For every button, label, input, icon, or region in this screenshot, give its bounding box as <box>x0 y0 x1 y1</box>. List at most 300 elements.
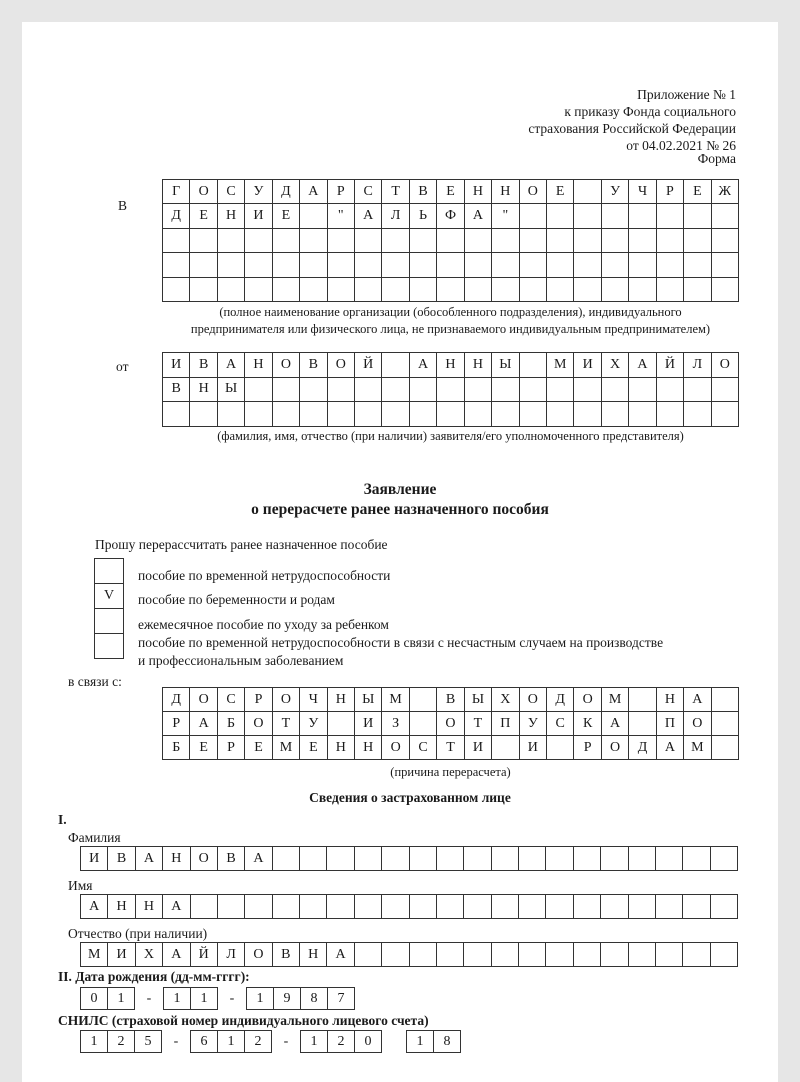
char-cell[interactable] <box>712 204 739 228</box>
char-cell[interactable] <box>574 229 601 253</box>
char-cell[interactable] <box>355 402 382 427</box>
char-cell[interactable] <box>629 278 656 302</box>
char-cell[interactable] <box>437 402 464 427</box>
char-cell[interactable] <box>410 895 437 919</box>
char-cell[interactable] <box>273 229 300 253</box>
char-cell[interactable]: П <box>492 712 519 736</box>
recipient-org-grid[interactable] <box>162 179 739 302</box>
char-cell[interactable]: В <box>108 847 135 871</box>
char-cell[interactable]: Ы <box>492 353 519 378</box>
char-cell[interactable]: Н <box>300 943 327 967</box>
char-cell[interactable]: З <box>382 712 409 736</box>
char-cell[interactable] <box>465 229 492 253</box>
patronymic-grid[interactable] <box>80 942 738 967</box>
char-cell[interactable]: С <box>355 180 382 204</box>
char-cell[interactable] <box>191 895 218 919</box>
char-cell[interactable] <box>382 895 409 919</box>
char-cell[interactable] <box>437 278 464 302</box>
char-cell[interactable] <box>163 402 190 427</box>
char-cell[interactable]: Н <box>328 736 355 760</box>
char-cell[interactable]: О <box>437 712 464 736</box>
char-cell[interactable]: У <box>602 180 629 204</box>
char-cell[interactable]: Д <box>547 688 574 712</box>
char-cell[interactable] <box>410 712 437 736</box>
char-cell[interactable]: Д <box>163 204 190 228</box>
char-cell[interactable]: А <box>300 180 327 204</box>
char-cell[interactable] <box>629 204 656 228</box>
char-cell[interactable] <box>410 688 437 712</box>
char-cell[interactable] <box>437 378 464 403</box>
char-cell[interactable] <box>602 204 629 228</box>
char-cell[interactable] <box>712 688 739 712</box>
char-cell[interactable]: Т <box>382 180 409 204</box>
char-cell[interactable]: 1 <box>108 988 135 1010</box>
char-cell[interactable]: Е <box>547 180 574 204</box>
char-cell[interactable] <box>711 895 738 919</box>
char-cell[interactable] <box>382 353 409 378</box>
char-cell[interactable] <box>602 278 629 302</box>
char-cell[interactable]: И <box>108 943 135 967</box>
char-cell[interactable] <box>355 278 382 302</box>
char-cell[interactable]: Е <box>437 180 464 204</box>
char-cell[interactable] <box>328 253 355 277</box>
char-cell[interactable]: Р <box>574 736 601 760</box>
char-cell[interactable] <box>300 402 327 427</box>
char-cell[interactable]: С <box>410 736 437 760</box>
char-cell[interactable] <box>601 847 628 871</box>
char-cell[interactable]: Х <box>492 688 519 712</box>
char-cell[interactable]: Й <box>355 353 382 378</box>
char-cell[interactable]: Л <box>382 204 409 228</box>
char-cell[interactable] <box>492 895 519 919</box>
char-cell[interactable] <box>684 402 711 427</box>
char-cell[interactable] <box>520 253 547 277</box>
char-cell[interactable] <box>574 895 601 919</box>
char-cell[interactable]: А <box>602 712 629 736</box>
char-cell[interactable] <box>629 378 656 403</box>
char-cell[interactable] <box>657 402 684 427</box>
char-cell[interactable]: 2 <box>328 1031 355 1053</box>
char-cell[interactable]: 1 <box>247 988 274 1010</box>
char-cell[interactable] <box>519 895 546 919</box>
char-cell[interactable]: Т <box>465 712 492 736</box>
char-cell[interactable] <box>684 253 711 277</box>
char-cell[interactable]: О <box>520 688 547 712</box>
char-cell[interactable] <box>464 895 491 919</box>
char-cell[interactable]: 6 <box>191 1031 218 1053</box>
char-cell[interactable]: В <box>410 180 437 204</box>
char-cell[interactable] <box>437 229 464 253</box>
char-cell[interactable]: Н <box>108 895 135 919</box>
char-cell[interactable] <box>300 204 327 228</box>
char-cell[interactable] <box>273 402 300 427</box>
char-cell[interactable]: Н <box>355 736 382 760</box>
char-cell[interactable]: О <box>273 688 300 712</box>
char-cell[interactable] <box>273 847 300 871</box>
char-cell[interactable] <box>190 402 217 427</box>
char-cell[interactable] <box>602 229 629 253</box>
char-cell[interactable] <box>492 253 519 277</box>
char-cell[interactable] <box>245 253 272 277</box>
char-cell[interactable] <box>547 278 574 302</box>
char-cell[interactable]: А <box>410 353 437 378</box>
char-cell[interactable]: 8 <box>434 1031 461 1053</box>
char-cell[interactable] <box>300 229 327 253</box>
char-cell[interactable]: О <box>574 688 601 712</box>
char-cell[interactable] <box>657 204 684 228</box>
char-cell[interactable]: У <box>245 180 272 204</box>
char-cell[interactable] <box>382 943 409 967</box>
char-cell[interactable] <box>520 278 547 302</box>
char-cell[interactable]: 0 <box>355 1031 382 1053</box>
char-cell[interactable]: Н <box>163 847 190 871</box>
char-cell[interactable]: 9 <box>274 988 301 1010</box>
char-cell[interactable] <box>683 847 710 871</box>
char-cell[interactable] <box>300 847 327 871</box>
char-cell[interactable]: О <box>190 688 217 712</box>
char-cell[interactable]: У <box>300 712 327 736</box>
char-cell[interactable]: О <box>245 712 272 736</box>
char-cell[interactable] <box>574 943 601 967</box>
char-cell[interactable] <box>574 253 601 277</box>
checkbox-maternity[interactable]: V <box>95 584 123 609</box>
char-cell[interactable]: Е <box>300 736 327 760</box>
snils-group-3[interactable] <box>300 1030 382 1053</box>
reason-grid[interactable] <box>162 687 739 760</box>
char-cell[interactable]: Р <box>163 712 190 736</box>
char-cell[interactable] <box>629 402 656 427</box>
char-cell[interactable]: 1 <box>407 1031 434 1053</box>
char-cell[interactable]: " <box>328 204 355 228</box>
char-cell[interactable] <box>547 229 574 253</box>
char-cell[interactable]: Н <box>245 353 272 378</box>
char-cell[interactable]: А <box>163 943 190 967</box>
char-cell[interactable] <box>382 378 409 403</box>
char-cell[interactable]: 2 <box>245 1031 272 1053</box>
char-cell[interactable]: Т <box>273 712 300 736</box>
char-cell[interactable]: О <box>684 712 711 736</box>
char-cell[interactable]: М <box>382 688 409 712</box>
char-cell[interactable] <box>657 253 684 277</box>
char-cell[interactable] <box>300 895 327 919</box>
snils-group-2[interactable] <box>190 1030 272 1053</box>
char-cell[interactable]: С <box>218 180 245 204</box>
char-cell[interactable]: Е <box>273 204 300 228</box>
char-cell[interactable]: Л <box>684 353 711 378</box>
char-cell[interactable]: М <box>547 353 574 378</box>
char-cell[interactable] <box>657 229 684 253</box>
char-cell[interactable]: Ь <box>410 204 437 228</box>
char-cell[interactable]: Х <box>602 353 629 378</box>
char-cell[interactable] <box>711 943 738 967</box>
char-cell[interactable]: С <box>218 688 245 712</box>
char-cell[interactable] <box>520 378 547 403</box>
char-cell[interactable] <box>382 229 409 253</box>
char-cell[interactable]: Е <box>684 180 711 204</box>
char-cell[interactable]: О <box>245 943 272 967</box>
char-cell[interactable] <box>712 253 739 277</box>
char-cell[interactable]: " <box>492 204 519 228</box>
char-cell[interactable]: А <box>629 353 656 378</box>
char-cell[interactable] <box>218 253 245 277</box>
char-cell[interactable]: 1 <box>191 988 218 1010</box>
birth-day-boxes[interactable] <box>80 987 135 1010</box>
char-cell[interactable] <box>574 402 601 427</box>
char-cell[interactable]: 1 <box>218 1031 245 1053</box>
checkbox-childcare[interactable] <box>95 609 123 634</box>
char-cell[interactable] <box>190 253 217 277</box>
char-cell[interactable]: Н <box>218 204 245 228</box>
applicant-name-grid[interactable] <box>162 352 739 427</box>
char-cell[interactable]: И <box>245 204 272 228</box>
char-cell[interactable] <box>355 943 382 967</box>
char-cell[interactable] <box>547 253 574 277</box>
char-cell[interactable]: Б <box>218 712 245 736</box>
char-cell[interactable] <box>245 278 272 302</box>
char-cell[interactable] <box>245 229 272 253</box>
char-cell[interactable] <box>574 847 601 871</box>
char-cell[interactable]: Й <box>191 943 218 967</box>
char-cell[interactable] <box>218 402 245 427</box>
char-cell[interactable]: А <box>136 847 163 871</box>
char-cell[interactable] <box>465 278 492 302</box>
char-cell[interactable] <box>327 847 354 871</box>
char-cell[interactable]: П <box>657 712 684 736</box>
char-cell[interactable] <box>546 895 573 919</box>
char-cell[interactable]: Ы <box>355 688 382 712</box>
char-cell[interactable] <box>410 253 437 277</box>
char-cell[interactable] <box>602 253 629 277</box>
char-cell[interactable] <box>245 402 272 427</box>
char-cell[interactable]: Е <box>190 736 217 760</box>
char-cell[interactable] <box>273 253 300 277</box>
char-cell[interactable] <box>382 847 409 871</box>
char-cell[interactable] <box>712 229 739 253</box>
char-cell[interactable]: М <box>684 736 711 760</box>
char-cell[interactable]: В <box>273 943 300 967</box>
char-cell[interactable] <box>382 278 409 302</box>
char-cell[interactable] <box>328 229 355 253</box>
birth-date-field[interactable] <box>80 987 355 1010</box>
char-cell[interactable]: В <box>437 688 464 712</box>
char-cell[interactable] <box>629 688 656 712</box>
char-cell[interactable]: И <box>574 353 601 378</box>
char-cell[interactable]: Д <box>163 688 190 712</box>
char-cell[interactable]: Р <box>218 736 245 760</box>
char-cell[interactable] <box>547 736 574 760</box>
char-cell[interactable] <box>656 847 683 871</box>
char-cell[interactable]: Н <box>465 180 492 204</box>
char-cell[interactable]: В <box>163 378 190 403</box>
char-cell[interactable]: Ы <box>218 378 245 403</box>
char-cell[interactable] <box>355 847 382 871</box>
char-cell[interactable] <box>465 402 492 427</box>
char-cell[interactable]: М <box>81 943 108 967</box>
char-cell[interactable] <box>355 253 382 277</box>
char-cell[interactable] <box>437 943 464 967</box>
char-cell[interactable] <box>492 229 519 253</box>
char-cell[interactable] <box>492 402 519 427</box>
char-cell[interactable] <box>574 180 601 204</box>
char-cell[interactable]: Д <box>273 180 300 204</box>
char-cell[interactable]: А <box>81 895 108 919</box>
char-cell[interactable] <box>465 378 492 403</box>
char-cell[interactable]: О <box>190 180 217 204</box>
char-cell[interactable] <box>520 402 547 427</box>
char-cell[interactable] <box>629 943 656 967</box>
char-cell[interactable]: У <box>520 712 547 736</box>
char-cell[interactable] <box>656 943 683 967</box>
char-cell[interactable]: 1 <box>81 1031 108 1053</box>
char-cell[interactable] <box>410 847 437 871</box>
char-cell[interactable] <box>328 402 355 427</box>
char-cell[interactable] <box>273 278 300 302</box>
char-cell[interactable] <box>657 278 684 302</box>
char-cell[interactable] <box>465 253 492 277</box>
char-cell[interactable] <box>519 847 546 871</box>
char-cell[interactable] <box>684 278 711 302</box>
char-cell[interactable] <box>712 402 739 427</box>
char-cell[interactable] <box>492 378 519 403</box>
char-cell[interactable] <box>355 895 382 919</box>
snils-group-1[interactable] <box>80 1030 162 1053</box>
char-cell[interactable]: И <box>355 712 382 736</box>
char-cell[interactable] <box>629 229 656 253</box>
birth-year-boxes[interactable] <box>246 987 355 1010</box>
char-cell[interactable] <box>492 278 519 302</box>
char-cell[interactable]: О <box>191 847 218 871</box>
char-cell[interactable]: А <box>245 847 272 871</box>
char-cell[interactable]: 2 <box>108 1031 135 1053</box>
char-cell[interactable] <box>492 943 519 967</box>
char-cell[interactable] <box>492 847 519 871</box>
char-cell[interactable]: А <box>657 736 684 760</box>
char-cell[interactable]: Н <box>136 895 163 919</box>
char-cell[interactable] <box>410 943 437 967</box>
char-cell[interactable]: 5 <box>135 1031 162 1053</box>
char-cell[interactable] <box>218 895 245 919</box>
char-cell[interactable] <box>683 895 710 919</box>
char-cell[interactable]: Р <box>328 180 355 204</box>
char-cell[interactable] <box>300 378 327 403</box>
char-cell[interactable]: В <box>300 353 327 378</box>
char-cell[interactable]: М <box>602 688 629 712</box>
char-cell[interactable] <box>245 378 272 403</box>
checkbox-temp-disability[interactable] <box>95 559 123 584</box>
char-cell[interactable] <box>656 895 683 919</box>
checkbox-accident[interactable] <box>95 634 123 659</box>
char-cell[interactable]: О <box>328 353 355 378</box>
char-cell[interactable]: К <box>574 712 601 736</box>
char-cell[interactable]: И <box>163 353 190 378</box>
char-cell[interactable] <box>355 229 382 253</box>
char-cell[interactable]: О <box>273 353 300 378</box>
char-cell[interactable]: Й <box>657 353 684 378</box>
char-cell[interactable] <box>410 229 437 253</box>
char-cell[interactable] <box>712 736 739 760</box>
char-cell[interactable] <box>684 378 711 403</box>
char-cell[interactable] <box>629 847 656 871</box>
char-cell[interactable]: А <box>327 943 354 967</box>
char-cell[interactable] <box>574 204 601 228</box>
char-cell[interactable] <box>273 895 300 919</box>
char-cell[interactable] <box>218 278 245 302</box>
char-cell[interactable]: Б <box>163 736 190 760</box>
char-cell[interactable] <box>355 378 382 403</box>
char-cell[interactable] <box>163 253 190 277</box>
char-cell[interactable]: Д <box>629 736 656 760</box>
char-cell[interactable]: Н <box>437 353 464 378</box>
char-cell[interactable]: 1 <box>164 988 191 1010</box>
char-cell[interactable] <box>574 278 601 302</box>
char-cell[interactable]: О <box>382 736 409 760</box>
char-cell[interactable] <box>328 712 355 736</box>
char-cell[interactable]: Г <box>163 180 190 204</box>
char-cell[interactable]: И <box>81 847 108 871</box>
char-cell[interactable]: О <box>520 180 547 204</box>
char-cell[interactable]: О <box>712 353 739 378</box>
char-cell[interactable] <box>547 204 574 228</box>
char-cell[interactable]: М <box>273 736 300 760</box>
char-cell[interactable] <box>520 229 547 253</box>
char-cell[interactable] <box>574 378 601 403</box>
char-cell[interactable]: Ф <box>437 204 464 228</box>
char-cell[interactable]: 8 <box>301 988 328 1010</box>
char-cell[interactable]: Н <box>328 688 355 712</box>
char-cell[interactable] <box>190 278 217 302</box>
char-cell[interactable]: Т <box>437 736 464 760</box>
char-cell[interactable] <box>464 847 491 871</box>
char-cell[interactable]: А <box>218 353 245 378</box>
char-cell[interactable] <box>410 402 437 427</box>
char-cell[interactable] <box>163 229 190 253</box>
char-cell[interactable]: С <box>547 712 574 736</box>
char-cell[interactable] <box>601 895 628 919</box>
char-cell[interactable] <box>464 943 491 967</box>
char-cell[interactable]: А <box>465 204 492 228</box>
char-cell[interactable] <box>218 229 245 253</box>
char-cell[interactable]: И <box>520 736 547 760</box>
char-cell[interactable]: В <box>190 353 217 378</box>
char-cell[interactable]: Н <box>492 180 519 204</box>
char-cell[interactable] <box>437 847 464 871</box>
char-cell[interactable] <box>547 378 574 403</box>
char-cell[interactable] <box>629 895 656 919</box>
char-cell[interactable]: Ж <box>712 180 739 204</box>
char-cell[interactable] <box>712 712 739 736</box>
char-cell[interactable] <box>327 895 354 919</box>
char-cell[interactable] <box>684 229 711 253</box>
char-cell[interactable] <box>602 378 629 403</box>
char-cell[interactable] <box>382 402 409 427</box>
char-cell[interactable] <box>163 278 190 302</box>
char-cell[interactable]: И <box>465 736 492 760</box>
char-cell[interactable] <box>520 204 547 228</box>
char-cell[interactable] <box>245 895 272 919</box>
char-cell[interactable] <box>546 847 573 871</box>
char-cell[interactable]: Е <box>190 204 217 228</box>
char-cell[interactable] <box>437 253 464 277</box>
char-cell[interactable]: 1 <box>301 1031 328 1053</box>
char-cell[interactable] <box>190 229 217 253</box>
char-cell[interactable]: 7 <box>328 988 355 1010</box>
char-cell[interactable] <box>629 712 656 736</box>
char-cell[interactable] <box>547 402 574 427</box>
char-cell[interactable]: Е <box>245 736 272 760</box>
char-cell[interactable]: Р <box>245 688 272 712</box>
char-cell[interactable]: Л <box>218 943 245 967</box>
char-cell[interactable] <box>629 253 656 277</box>
